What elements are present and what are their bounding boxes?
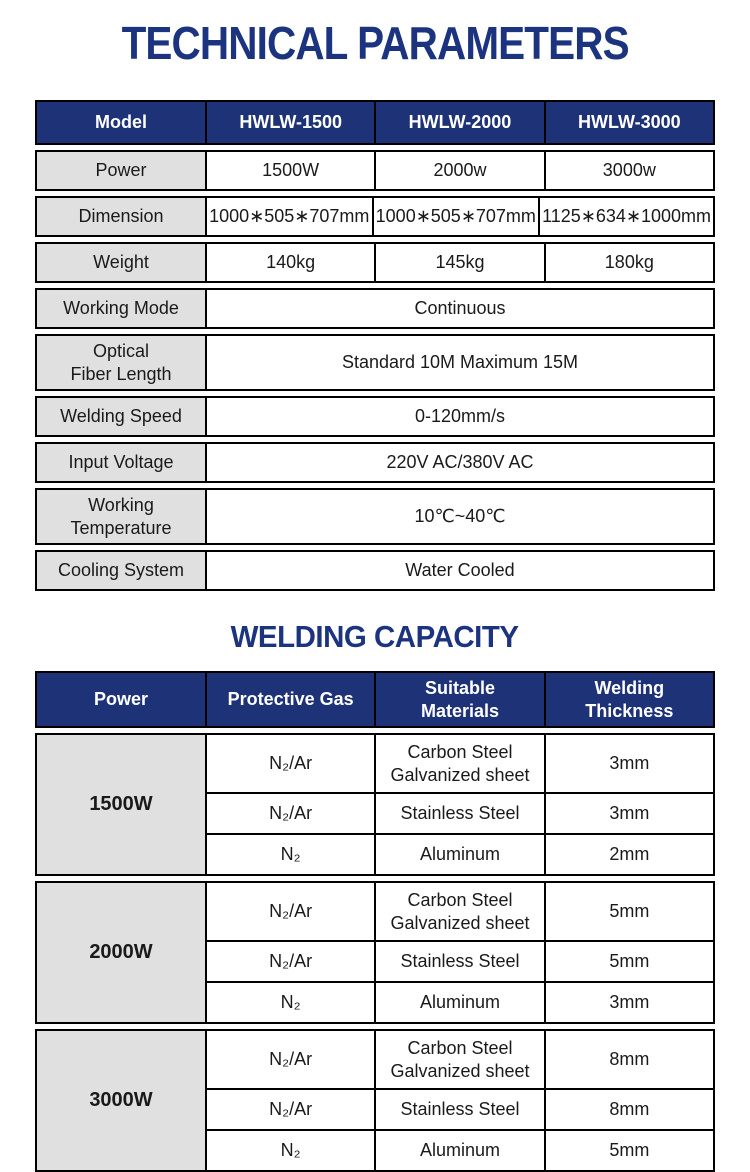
material-cell: Aluminum [374,983,543,1022]
gas-cell: N₂ [205,983,374,1022]
value-cell: 145kg [374,244,543,281]
gas-cell: N₂/Ar [205,794,374,833]
merged-value-cell: Continuous [205,290,713,327]
merged-value-cell: Water Cooled [205,552,713,589]
material-cell: Aluminum [374,835,543,874]
table-row [205,981,713,1022]
cap-header-protective-gas: Protective Gas [205,673,374,726]
technical-parameters-table [35,100,715,591]
material-cell: Carbon Steel Galvanized sheet [374,1031,543,1088]
thickness-cell: 2mm [544,835,713,874]
table-row-welding-speed [35,396,715,437]
cap-header-welding-thickness: Welding Thickness [544,673,713,726]
tech-header-model: Model [37,102,205,143]
table-row-weight [35,242,715,283]
thickness-cell: 3mm [544,735,713,792]
capacity-group-3000w [35,1029,715,1172]
table-row [205,792,713,833]
group-rows [205,1031,713,1170]
value-cell: 3000w [544,152,713,189]
gas-cell: N₂/Ar [205,735,374,792]
thickness-cell: 8mm [544,1031,713,1088]
gas-cell: N₂ [205,1131,374,1170]
welding-capacity-title [0,619,750,655]
table-row [205,883,713,940]
value-cell: 140kg [205,244,374,281]
table-row-power [35,150,715,191]
material-cell: Stainless Steel [374,1090,543,1129]
material-cell: Carbon Steel Galvanized sheet [374,883,543,940]
thickness-cell: 3mm [544,983,713,1022]
row-label: Working Temperature [37,490,205,543]
table-row [205,1129,713,1170]
value-cell: 1000∗505∗707mm [205,198,372,235]
material-cell: Stainless Steel [374,942,543,981]
group-rows [205,735,713,874]
cap-header-power: Power [37,673,205,726]
material-cell: Stainless Steel [374,794,543,833]
row-label: Welding Speed [37,398,205,435]
section-title: WELDING CAPACITY [231,619,519,654]
row-label: Weight [37,244,205,281]
table-row-working-mode [35,288,715,329]
value-cell: 1125∗634∗1000mm [538,198,713,235]
row-label: Input Voltage [37,444,205,481]
thickness-cell: 3mm [544,794,713,833]
table-row [205,735,713,792]
tech-header-hwlw-1500: HWLW-1500 [205,102,374,143]
power-cell: 1500W [37,735,205,874]
table-row [205,833,713,874]
thickness-cell: 5mm [544,1131,713,1170]
capacity-table-header-row [35,671,715,728]
material-cell: Carbon Steel Galvanized sheet [374,735,543,792]
gas-cell: N₂/Ar [205,1031,374,1088]
gas-cell: N₂/Ar [205,1090,374,1129]
row-label: Working Mode [37,290,205,327]
thickness-cell: 8mm [544,1090,713,1129]
tech-header-hwlw-3000: HWLW-3000 [544,102,713,143]
table-row-working-temperature [35,488,715,545]
row-label: Cooling System [37,552,205,589]
gas-cell: N₂/Ar [205,942,374,981]
power-cell: 3000W [37,1031,205,1170]
value-cell: 2000w [374,152,543,189]
row-label: Dimension [37,198,205,235]
gas-cell: N₂ [205,835,374,874]
value-cell: 1500W [205,152,374,189]
table-row-dimension [35,196,715,237]
material-cell: Aluminum [374,1131,543,1170]
table-row-optical-fiber-length [35,334,715,391]
thickness-cell: 5mm [544,883,713,940]
merged-value-cell: Standard 10M Maximum 15M [205,336,713,389]
table-row-input-voltage [35,442,715,483]
row-label: Optical Fiber Length [37,336,205,389]
group-rows [205,883,713,1022]
gas-cell: N₂/Ar [205,883,374,940]
merged-value-cell: 220V AC/380V AC [205,444,713,481]
capacity-group-1500w [35,733,715,876]
welding-capacity-table [35,671,715,1172]
tech-header-hwlw-2000: HWLW-2000 [374,102,543,143]
power-cell: 2000W [37,883,205,1022]
merged-value-cell: 0-120mm/s [205,398,713,435]
cap-header-suitable-materials: Suitable Materials [374,673,543,726]
table-row [205,1088,713,1129]
table-row [205,940,713,981]
merged-value-cell: 10℃~40℃ [205,490,713,543]
table-row [205,1031,713,1088]
value-cell: 1000∗505∗707mm [372,198,539,235]
table-row-cooling-system [35,550,715,591]
value-cell: 180kg [544,244,713,281]
thickness-cell: 5mm [544,942,713,981]
tech-table-header-row [35,100,715,145]
technical-parameters-title [0,16,750,70]
capacity-group-2000w [35,881,715,1024]
page-title: TECHNICAL PARAMETERS [121,17,629,69]
row-label: Power [37,152,205,189]
